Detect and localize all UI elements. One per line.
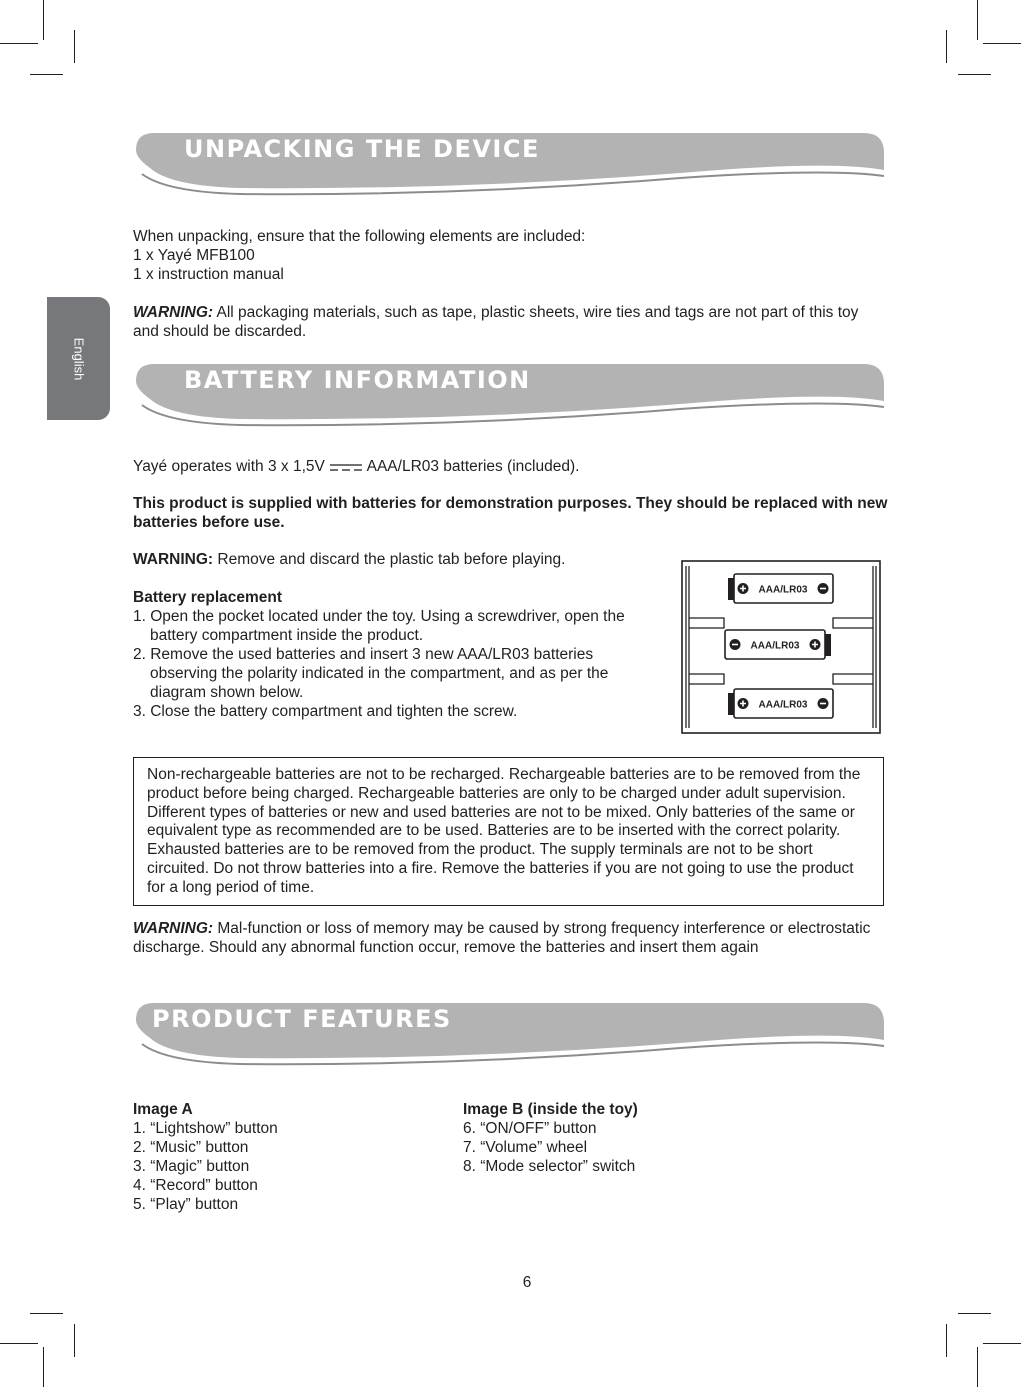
crop-mark <box>30 1313 63 1314</box>
crop-mark <box>74 30 75 63</box>
crop-mark <box>0 43 38 44</box>
crop-mark <box>0 1343 38 1344</box>
packaging-warning <box>133 303 888 341</box>
feature-item: 3. “Magic” button <box>133 1158 250 1175</box>
battery-compartment-diagram <box>681 560 882 734</box>
replacement-step: 2. Remove the used batteries and insert 3 new AAA/LR03 batteries observing the polarity indicated in the compartment, and as per the diagram shown below. <box>133 646 609 701</box>
section-title: UNPACKING THE DEVICE <box>184 135 540 163</box>
image-a-heading: Image A <box>133 1101 193 1118</box>
feature-item: 2. “Music” button <box>133 1139 249 1156</box>
feature-item: 5. “Play” button <box>133 1196 239 1213</box>
crop-mark <box>958 1313 991 1314</box>
unpacking-content <box>133 227 888 341</box>
dc-symbol-icon <box>329 462 363 472</box>
crop-mark <box>958 74 991 75</box>
image-a-list <box>133 1100 278 1214</box>
crop-mark <box>946 30 947 63</box>
interference-warning <box>133 919 888 957</box>
language-label: English <box>71 337 86 380</box>
feature-item: 7. “Volume” wheel <box>463 1139 588 1156</box>
unpacking-intro: When unpacking, ensure that the following elements are included: <box>133 228 586 245</box>
crop-mark <box>983 1343 1021 1344</box>
section-title: BATTERY INFORMATION <box>184 366 531 394</box>
warning-text: All packaging materials, such as tape, plastic sheets, wire ties and tags are not part of this toy and should be discarded. <box>133 304 859 340</box>
crop-mark <box>983 43 1021 44</box>
feature-item: 4. “Record” button <box>133 1177 258 1194</box>
section-banner-unpacking <box>130 128 890 198</box>
section-title: PRODUCT FEATURES <box>152 1005 452 1033</box>
language-tab <box>47 297 110 420</box>
demonstration-note: This product is supplied with batteries for demonstration purposes. They should be replaced with new batteries before use. <box>133 495 888 531</box>
included-item: 1 x instruction manual <box>133 266 284 283</box>
crop-mark <box>977 1347 978 1387</box>
battery-label: AAA/LR03 <box>750 640 800 652</box>
replacement-step: 3. Close the battery compartment and tighten the screw. <box>133 703 518 720</box>
battery-label: AAA/LR03 <box>758 584 808 596</box>
warning-label: WARNING: <box>133 551 214 568</box>
section-banner-battery <box>130 359 890 429</box>
image-b-list <box>463 1100 638 1176</box>
crop-mark <box>30 74 63 75</box>
crop-mark <box>977 0 978 40</box>
crop-mark <box>946 1324 947 1357</box>
battery-label: AAA/LR03 <box>758 699 808 711</box>
feature-item: 1. “Lightshow” button <box>133 1120 278 1137</box>
warning-text: Mal-function or loss of memory may be caused by strong frequency interference or electrostatic discharge. Should any abnormal function occur, remove the batteries and insert them again <box>133 920 871 956</box>
warning-label: WARNING: <box>133 304 214 321</box>
crop-mark <box>43 0 44 40</box>
notice-text: Non-rechargeable batteries are not to be recharged. Rechargeable batteries are to be removed from the product before being charged. Rechargeable batteries are only to be charged under adult supervision. Different types of batteries or new and used batteries are not to be mixed. Only batteries of the same or equivalent type as recommended are to be used. Batteries are to be inserted with the correct polarity. Exhausted batteries are to be removed from the product. The supply terminals are not to be short circuited. Do not throw batteries into a fire. Remove the batteries if you are not going to use the product for a long period of time. <box>147 766 861 896</box>
battery-operates: Yayé operates with 3 x 1,5V AAA/LR03 batteries (included). <box>133 458 580 475</box>
warning-text: Remove and discard the plastic tab before playing. <box>213 551 566 568</box>
warning-label: WARNING: <box>133 920 214 937</box>
replacement-heading: Battery replacement <box>133 589 283 606</box>
feature-item: 8. “Mode selector” switch <box>463 1158 636 1175</box>
section-banner-features <box>130 998 890 1068</box>
image-b-heading: Image B (inside the toy) <box>463 1101 638 1118</box>
battery-safety-notice <box>133 757 884 906</box>
replacement-step: 1. Open the pocket located under the toy. Using a screwdriver, open the battery compartment inside the product. <box>133 608 625 644</box>
feature-item: 6. “ON/OFF” button <box>463 1120 597 1137</box>
replacement-steps <box>133 607 648 721</box>
crop-mark <box>74 1324 75 1357</box>
page-number: 6 <box>522 1274 532 1291</box>
crop-mark <box>43 1347 44 1387</box>
included-item: 1 x Yayé MFB100 <box>133 247 255 264</box>
